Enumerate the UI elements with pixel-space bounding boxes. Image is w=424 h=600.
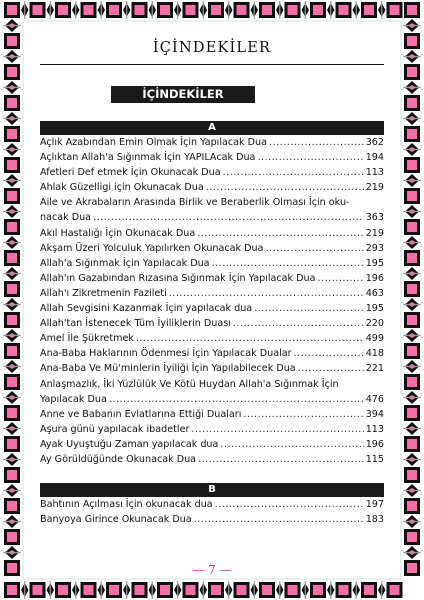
border-tile-inner (339, 5, 349, 15)
section-a-entries (40, 135, 384, 467)
toc-entry[interactable] (40, 437, 384, 452)
section-header-b: B (40, 483, 384, 497)
toc-entry[interactable] (40, 241, 384, 256)
border-tile-inner (407, 98, 417, 108)
toc-entry-page: 194 (365, 152, 384, 164)
border-tile-inner (407, 222, 417, 232)
border-tile-inner (7, 191, 17, 201)
toc-entry-page: 463 (365, 287, 384, 299)
border-tile-inner (7, 439, 17, 449)
dot-leader (318, 271, 364, 286)
border-tile-inner (7, 315, 17, 325)
border-tile-inner (407, 532, 417, 542)
border-tile-inner (135, 585, 145, 595)
toc-entry[interactable] (40, 316, 384, 331)
border-tile-inner (186, 5, 196, 15)
toc-entry-title: Ay Görüldüğünde Okunacak Dua (40, 453, 197, 465)
border-tile-inner (288, 5, 298, 15)
border-tile-inner (7, 501, 17, 511)
toc-content (40, 121, 384, 527)
border-tile-inner (160, 5, 170, 15)
toc-entry[interactable] (40, 331, 384, 346)
toc-entry-title: Ayak Uyuştuğu Zaman yapılacak dua (40, 438, 219, 450)
toc-entry-page: 363 (365, 212, 384, 224)
dot-leader (257, 150, 363, 165)
toc-entry-title: Akşam Üzeri Yolculuk Yapılırken Okunacak Dua (40, 242, 264, 254)
toc-entry-title: Bahtının Açılması İçin okunacak dua (40, 499, 213, 511)
toc-entry-page: 476 (365, 393, 384, 405)
border-tile-inner (7, 5, 17, 15)
toc-entry-page: 418 (365, 348, 384, 360)
border-tile-inner (33, 5, 43, 15)
border-tile-inner (407, 191, 417, 201)
toc-entry-title: Açlık Azabından Emin Olmak İçin Yapılacak Dua (40, 137, 267, 148)
border-tile-inner (313, 5, 323, 15)
border-tile-inner (58, 585, 68, 595)
border-tile-inner (7, 253, 17, 263)
border-tile-inner (237, 585, 247, 595)
border-tile-inner (407, 501, 417, 511)
toc-entry[interactable] (40, 135, 384, 150)
dot-leader (212, 256, 364, 271)
border-tile-inner (84, 585, 94, 595)
border-tile-inner (135, 5, 145, 15)
border-tile-inner (407, 315, 417, 325)
toc-entry[interactable] (40, 271, 384, 286)
border-tile-inner (407, 470, 417, 480)
toc-entry[interactable] (40, 512, 384, 527)
border-tile-inner (407, 160, 417, 170)
toc-entry-page: 499 (365, 333, 384, 345)
border-tile-inner (7, 67, 17, 77)
border-tile-inner (407, 377, 417, 387)
page-number: — 7 — (192, 563, 232, 577)
border-tile-inner (407, 129, 417, 139)
toc-entry-page: 293 (365, 242, 384, 254)
border-tile-inner (407, 5, 417, 15)
toc-entry-title: Ana-Baba Haklarının Ödenmesi İçin Yapılacak Dualar (40, 348, 292, 360)
dot-leader (223, 165, 364, 180)
toc-entry-title: Allah'ın Gazabından Rızasına Sığınmak İçin Yapılacak Dua (40, 272, 316, 284)
dot-leader (109, 392, 364, 407)
border-tile-inner (390, 585, 400, 595)
border-tile-inner (7, 585, 17, 595)
dot-leader (215, 497, 364, 512)
toc-entry-title: Ahlak Güzelligi için Okunacak Dua (40, 182, 204, 194)
border-tile-inner (211, 585, 221, 595)
toc-entry-title: Akıl Hastalığı İçin Okunacak Dua (40, 227, 196, 239)
toc-entry[interactable] (40, 180, 384, 195)
toc-entry-title: nacak Dua (40, 212, 92, 224)
dot-leader (206, 180, 364, 195)
toc-entry-title: Anne ve Babanın Evlatlarına Ettiği Duaları (40, 408, 242, 420)
border-tile-inner (407, 67, 417, 77)
section-header-a: A (40, 121, 384, 135)
border-tile-inner (339, 585, 349, 595)
border-tile-inner (7, 470, 17, 480)
toc-entry-page: 220 (365, 318, 384, 330)
toc-entry-title: Aşura günü yapılacak ibadetler (40, 423, 190, 435)
border-tile-inner (7, 532, 17, 542)
toc-entry[interactable] (40, 361, 384, 376)
border-tile-inner (109, 5, 119, 15)
border-tile-inner (407, 284, 417, 294)
toc-title: İÇİNDEKİLER (111, 86, 255, 103)
border-tile-inner (211, 5, 221, 15)
border-tile-inner (7, 284, 17, 294)
dot-leader (266, 241, 364, 256)
toc-entry[interactable] (40, 407, 384, 422)
toc-entry-page: 195 (365, 303, 384, 315)
border-tile-inner (7, 129, 17, 139)
dot-leader (298, 361, 364, 376)
border-tile-inner (407, 253, 417, 263)
toc-entry-page: 394 (365, 408, 384, 420)
toc-entry-page: 221 (365, 363, 384, 375)
dot-leader (254, 301, 364, 316)
toc-entry-first-line: Anlaşmazlık, İki Yüzlülük Ve Kötü Huydan Allah'a Sığınmak İçin (40, 378, 339, 390)
dot-leader (194, 512, 364, 527)
border-tile-inner (237, 5, 247, 15)
dot-leader (191, 422, 363, 437)
toc-entry-page: 113 (365, 167, 384, 179)
toc-entry-page: 183 (365, 514, 384, 526)
border-tile-inner (364, 5, 374, 15)
toc-entry-title: Allah'tan İstenecek Tüm İyiliklerin Duası (40, 318, 231, 330)
toc-entry[interactable] (40, 150, 384, 165)
border-tile-inner (7, 408, 17, 418)
toc-entry-title: Amel İle Şükretmek (40, 333, 134, 345)
border-tile-inner (364, 585, 374, 595)
toc-entry[interactable] (40, 210, 384, 225)
toc-entry-page: 219 (365, 182, 384, 194)
border-tile-inner (288, 585, 298, 595)
dot-leader (269, 135, 364, 150)
toc-entry-title: Allah'ı Zikretmenin Fazileti (40, 287, 167, 299)
toc-entry-title: Allah Sevgisini Kazanmak İçin yapılacak dua (40, 303, 253, 315)
toc-entry-first-line: Aile ve Akrabaların Arasında Birlik ve Beraberlik Olması İçin oku- (40, 197, 350, 209)
border-tile-inner (7, 160, 17, 170)
dot-leader (220, 437, 363, 452)
toc-entry-title: Banyoya Girince Okunacak Dua (40, 514, 192, 526)
border-tile-inner (262, 5, 272, 15)
toc-entry[interactable] (40, 346, 384, 361)
dot-leader (233, 316, 364, 331)
border-tile-inner (160, 585, 170, 595)
dot-leader (198, 452, 364, 467)
border-tile-inner (7, 98, 17, 108)
toc-entry-page: 113 (365, 423, 384, 435)
dot-leader (169, 286, 364, 301)
toc-entry-page: 362 (365, 137, 384, 148)
border-tile-inner (407, 346, 417, 356)
border-tile-inner (390, 5, 400, 15)
dot-leader (136, 331, 364, 346)
toc-entry-title: Ana-Baba Ve Mü'minlerin İyiliği İçin Yapılabilecek Dua (40, 363, 296, 375)
section-b-entries (40, 497, 384, 527)
toc-entry-page: 219 (365, 227, 384, 239)
toc-entry[interactable] (40, 422, 384, 437)
toc-entry[interactable] (40, 256, 384, 271)
dot-leader (93, 210, 364, 225)
toc-entry[interactable] (40, 226, 384, 241)
toc-entry-page: 195 (365, 257, 384, 269)
toc-entry-title: Afetleri Def etmek İçin Okunacak Dua (40, 167, 221, 179)
border-tile-inner (7, 222, 17, 232)
border-tile-inner (109, 585, 119, 595)
toc-entry-title: Açlıktan Allah'a Sığınmak İçin YAPILAcak Dua (40, 152, 256, 164)
border-tile-inner (186, 585, 196, 595)
dot-leader (294, 346, 364, 361)
border-tile-inner (84, 5, 94, 15)
toc-entry-title: Yapılacak Dua (40, 393, 107, 405)
toc-entry-page: 196 (365, 438, 384, 450)
border-tile-inner (7, 377, 17, 387)
border-tile-inner (58, 5, 68, 15)
toc-entry-title: Allah'a Sığınmak İçin Yapılacak Dua (40, 257, 210, 269)
page-header-title: İÇİNDEKİLER (152, 40, 272, 56)
border-tile-inner (407, 439, 417, 449)
toc-entry-page: 197 (365, 499, 384, 511)
dot-leader (197, 226, 363, 241)
toc-entry[interactable] (40, 165, 384, 180)
toc-entry[interactable] (40, 392, 384, 407)
header-rule (40, 64, 384, 65)
border-tile-inner (33, 585, 43, 595)
border-tile-inner (262, 585, 272, 595)
dot-leader (243, 407, 363, 422)
border-tile-inner (313, 585, 323, 595)
border-tile-inner (407, 408, 417, 418)
toc-entry[interactable] (40, 497, 384, 512)
toc-entry[interactable] (40, 286, 384, 301)
toc-entry-page: 115 (365, 453, 384, 465)
toc-entry-page: 196 (365, 272, 384, 284)
border-tile-inner (7, 346, 17, 356)
toc-entry[interactable] (40, 301, 384, 316)
toc-entry[interactable] (40, 452, 384, 467)
